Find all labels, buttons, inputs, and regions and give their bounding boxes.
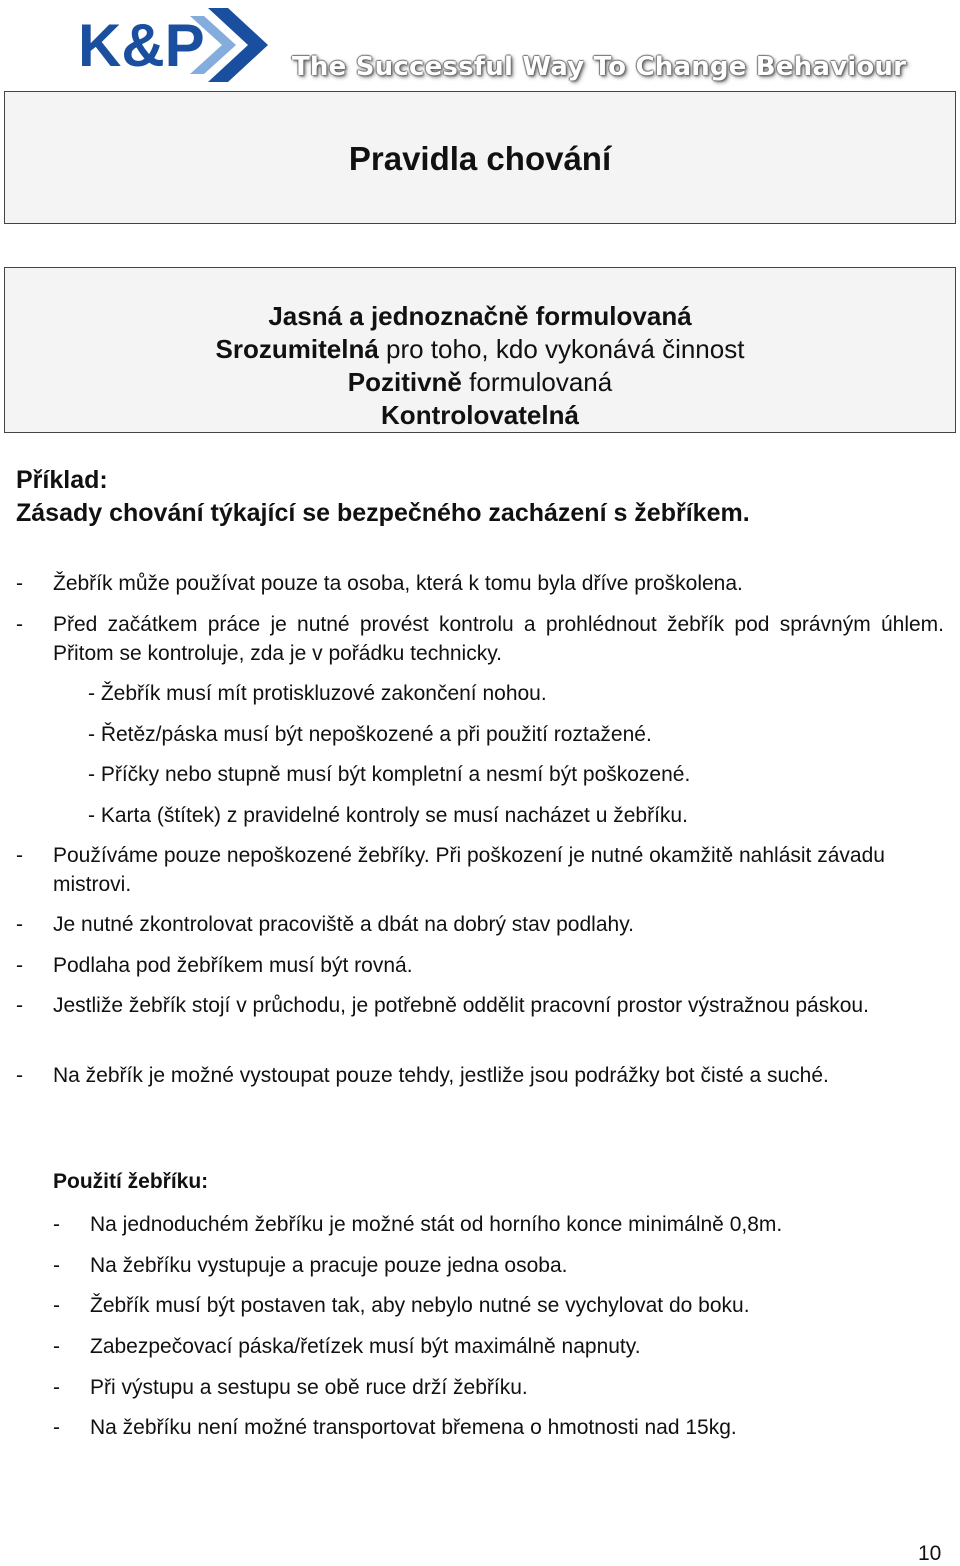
header-logo	[78, 8, 907, 83]
rule-line: Srozumitelná pro toho, kdo vykonává činnost	[215, 334, 745, 364]
page-number: 10	[918, 1542, 942, 1565]
list-item: - Zabezpečovací páska/řetízek musí být maximálně napnuty.	[53, 1335, 641, 1358]
rule-line: Pozitivně formulovaná	[347, 367, 613, 397]
list-item: - Žebřík musí být postaven tak, aby nebylo nutné se vychylovat do boku.	[53, 1294, 750, 1317]
list-item: - Jestliže žebřík stojí v průchodu, je potřebně oddělit pracovní prostor výstražnou páskou.	[16, 994, 869, 1017]
list-item: - Před začátkem práce je nutné provést kontrolu a prohlédnout žebřík pod správným úhlem. Přitom se kontroluje, zda je v pořádku technicky.	[16, 613, 944, 665]
list-item: - Na žebřík je možné vystoupat pouze tehdy, jestliže jsou podrážky bot čisté a suché.	[16, 1064, 829, 1087]
usage-heading: Použití žebříku:	[53, 1170, 209, 1193]
rules-box	[4, 267, 956, 433]
list-item: - Používáme pouze nepoškozené žebříky. Při poškození je nutné okamžitě nahlásit závadu mistrovi.	[16, 844, 885, 896]
sub-list-item: - Žebřík musí mít protiskluzové zakončení nohou.	[88, 682, 547, 705]
sub-list-item: - Řetěz/páska musí být nepoškozené a při použití roztažené.	[88, 723, 652, 746]
list-item: - Podlaha pod žebříkem musí být rovná.	[16, 954, 413, 977]
example-label: Příklad:	[16, 466, 108, 494]
list-item: - Na žebříku vystupuje a pracuje pouze jedna osoba.	[53, 1254, 568, 1277]
list-item: - Na jednoduchém žebříku je možné stát od horního konce minimálně 0,8m.	[53, 1213, 783, 1236]
sub-list-item: - Příčky nebo stupně musí být kompletní a nesmí být poškozené.	[88, 763, 691, 786]
title-box	[4, 91, 956, 224]
rule-line: Jasná a jednoznačně formulovaná	[268, 301, 692, 331]
list-item: - Při výstupu a sestupu se obě ruce drží žebříku.	[53, 1376, 528, 1399]
example-heading: Zásady chování týkající se bezpečného zacházení s žebříkem.	[16, 499, 750, 527]
tagline: The Successful Way To Change Behaviour	[292, 52, 907, 82]
chevron-right-icon	[208, 8, 268, 82]
page-title: Pravidla chování	[348, 140, 612, 177]
kp-logo-mark	[78, 8, 278, 83]
rule-line: Kontrolovatelná	[381, 400, 579, 430]
list-item: - Na žebříku není možné transportovat břemena o hmotnosti nad 15kg.	[53, 1416, 737, 1439]
sub-list-item: - Karta (štítek) z pravidelné kontroly se musí nacházet u žebříku.	[88, 804, 688, 827]
list-item: - Žebřík může používat pouze ta osoba, která k tomu byla dříve proškolena.	[16, 572, 743, 595]
kp-logo-text: K&P	[78, 12, 205, 79]
list-item: - Je nutné zkontrolovat pracoviště a dbát na dobrý stav podlahy.	[16, 913, 634, 936]
